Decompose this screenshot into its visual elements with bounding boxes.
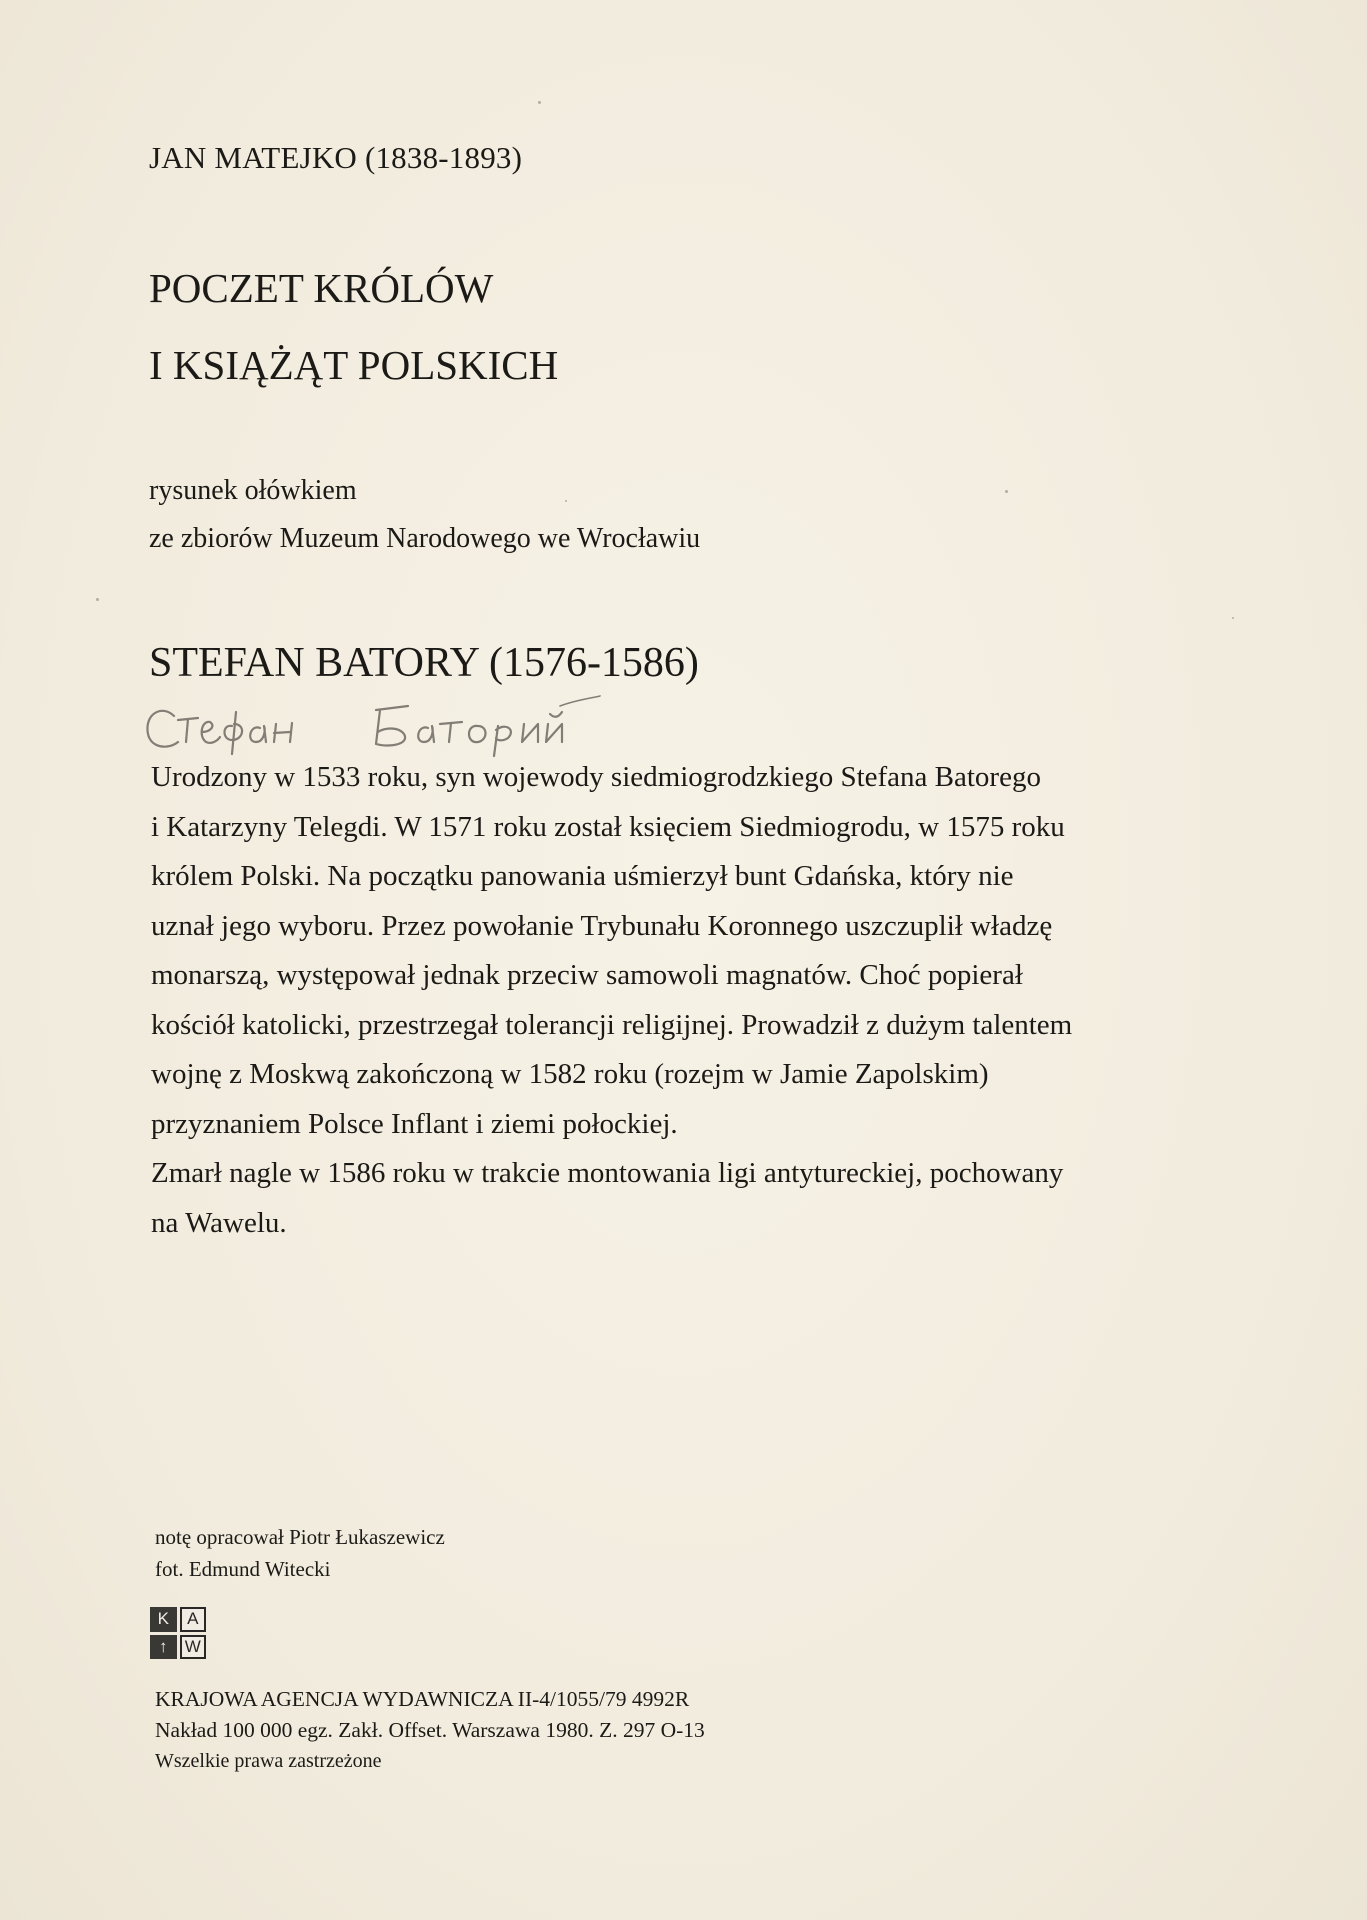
title-line-1: POCZET KRÓLÓW [149, 265, 494, 311]
logo-letter-w: W [180, 1635, 207, 1660]
paper-speck [538, 101, 541, 104]
subtitle-line-2: ze zbiorów Muzeum Narodowego we Wrocławiu [149, 523, 701, 554]
bio-line: uznał jego wyboru. Przez powołanie Trybunału Koronnego uszczuplił władzę [151, 909, 1053, 942]
handwritten-signature [140, 690, 740, 760]
imprint-line-2: Nakład 100 000 egz. Zakł. Offset. Warszawa 1980. Z. 297 O-13 [155, 1718, 705, 1742]
title-line-2: I KSIĄŻĄT POLSKICH [149, 342, 559, 388]
credits [155, 1521, 445, 1585]
bio-line: królem Polski. Na początku panowania uśmierzył bunt Gdańska, który nie [151, 860, 1014, 892]
biography-text [151, 753, 1271, 1248]
bio-line: monarszą, występował jednak przeciw samowoli magnatów. Choć popierał [151, 959, 1023, 991]
logo-letter-k: K [150, 1607, 177, 1632]
bio-line: kościół katolicki, przestrzegał tolerancji religijnej. Prowadził z dużym talentem [151, 1008, 1073, 1041]
photo-credit: fot. Edmund Witecki [155, 1557, 331, 1581]
bio-line: i Katarzyny Telegdi. W 1571 roku został księciem Siedmiogrodu, w 1575 roku [151, 810, 1065, 843]
imprint-line-3: Wszelkie prawa zastrzeżone [155, 1750, 382, 1772]
publisher-imprint [155, 1684, 705, 1777]
king-heading: STEFAN BATORY (1576-1586) [149, 640, 699, 686]
paper-speck [565, 500, 567, 502]
imprint-line-1: KRAJOWA AGENCJA WYDAWNICZA II-4/1055/79 4992R [155, 1687, 690, 1711]
kaw-logo [150, 1607, 206, 1659]
paper-speck [1232, 617, 1234, 619]
bio-line: wojnę z Moskwą zakończoną w 1582 roku (rozejm w Jamie Zapolskim) [151, 1058, 989, 1090]
bio-line: przyznaniem Polsce Inflant i ziemi połockiej. [151, 1107, 678, 1140]
bio-line: Zmarł nagle w 1586 roku w trakcie montowania ligi antytureckiej, pochowany [151, 1157, 1064, 1189]
logo-letter-a: A [180, 1607, 207, 1632]
note-author: notę opracował Piotr Łukaszewicz [155, 1525, 445, 1549]
logo-arrow-icon: ↑ [150, 1635, 177, 1660]
bio-line: na Wawelu. [151, 1206, 287, 1239]
paper-speck [96, 598, 99, 601]
bio-line: Urodzony w 1533 roku, syn wojewody siedmiogrodzkiego Stefana Batorego [151, 761, 1041, 793]
subtitle-line-1: rysunek ołówkiem [149, 475, 357, 506]
paper-speck [1005, 490, 1008, 493]
author-heading: JAN MATEJKO (1838-1893) [149, 140, 523, 175]
